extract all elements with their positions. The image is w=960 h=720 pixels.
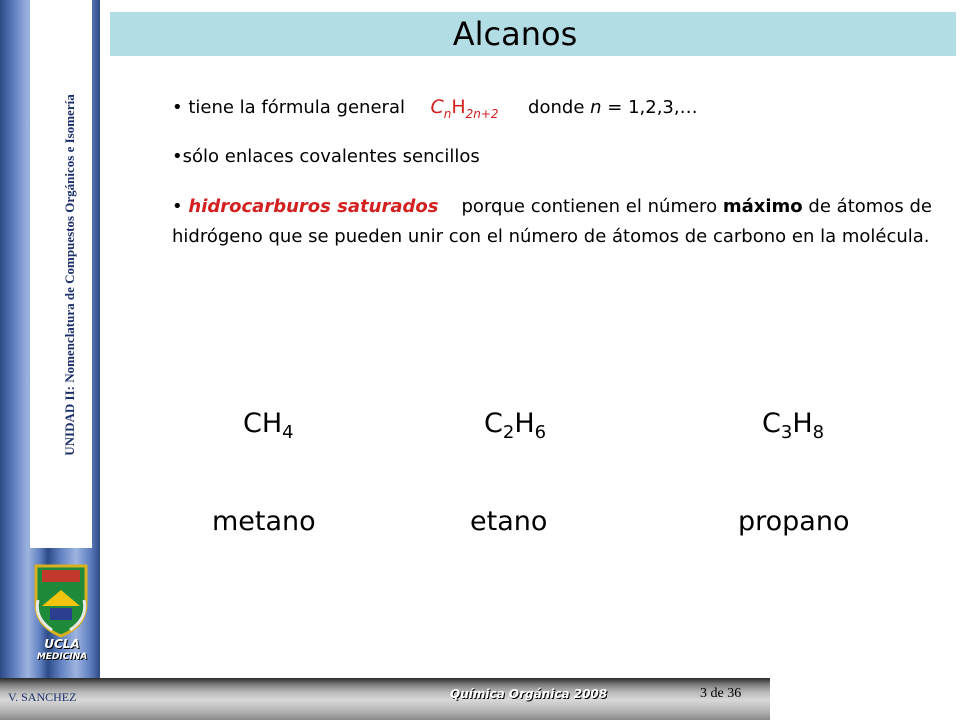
n-values: = 1,2,3,… (601, 97, 698, 118)
sidebar-panel (30, 0, 92, 548)
bullet-3-dot: • (172, 196, 183, 217)
name-ethane: etano (470, 506, 548, 537)
slide-title: Alcanos (452, 15, 578, 53)
bullet-general-formula (172, 96, 698, 121)
molecule-methane (243, 408, 294, 443)
ethane-c: C (484, 408, 503, 439)
course-label: Química Orgánica 2008 (450, 687, 608, 701)
molecule-ethane (484, 408, 546, 443)
ethane-h-sub: 6 (534, 422, 547, 443)
medicina-name: MEDICINA (36, 652, 88, 662)
page-number: 3 de 36 (700, 686, 742, 701)
formula-c: C (430, 96, 444, 118)
n-variable: n (590, 97, 602, 118)
propane-c: C (762, 408, 781, 439)
propane-c-sub: 3 (780, 422, 793, 443)
formula-h-sub: 2n+2 (465, 107, 499, 121)
propane-h-sub: 8 (812, 422, 825, 443)
methane-ch: CH (243, 408, 283, 439)
maximo-term: máximo (722, 196, 803, 217)
ucla-name: UCLA (44, 637, 80, 651)
general-formula (430, 96, 499, 121)
author-label: V. SANCHEZ (8, 690, 77, 704)
methane-sub: 4 (282, 422, 294, 443)
ethane-c-sub: 2 (502, 422, 515, 443)
bullet-3-text-a: porque contienen el número (461, 196, 718, 217)
name-propane: propano (738, 506, 850, 537)
saturated-term: hidrocarburos saturados (188, 196, 439, 217)
bullet-saturated (172, 192, 932, 252)
unit-title: UNIDAD II: Nomenclatura de Compuestos Orgánicos e Isomería (62, 94, 77, 456)
bullet-3-text-b: de átomos de hidrógeno que se pueden unir con el número de átomos de carbono en la molécula. (172, 196, 932, 247)
bullet-single-bonds: •sólo enlaces covalentes sencillos (172, 146, 480, 167)
ethane-h: H (514, 408, 535, 439)
ucla-crest-icon (32, 560, 90, 638)
propane-h: H (792, 408, 813, 439)
molecule-propane (762, 408, 824, 443)
formula-h: H (451, 96, 466, 118)
bullet-1-text: • tiene la fórmula general (172, 97, 405, 118)
donde-text: donde (528, 97, 591, 118)
footer-bar (0, 678, 770, 720)
ucla-label (26, 638, 98, 663)
name-methane: metano (212, 506, 316, 537)
formula-n: n (443, 107, 452, 121)
